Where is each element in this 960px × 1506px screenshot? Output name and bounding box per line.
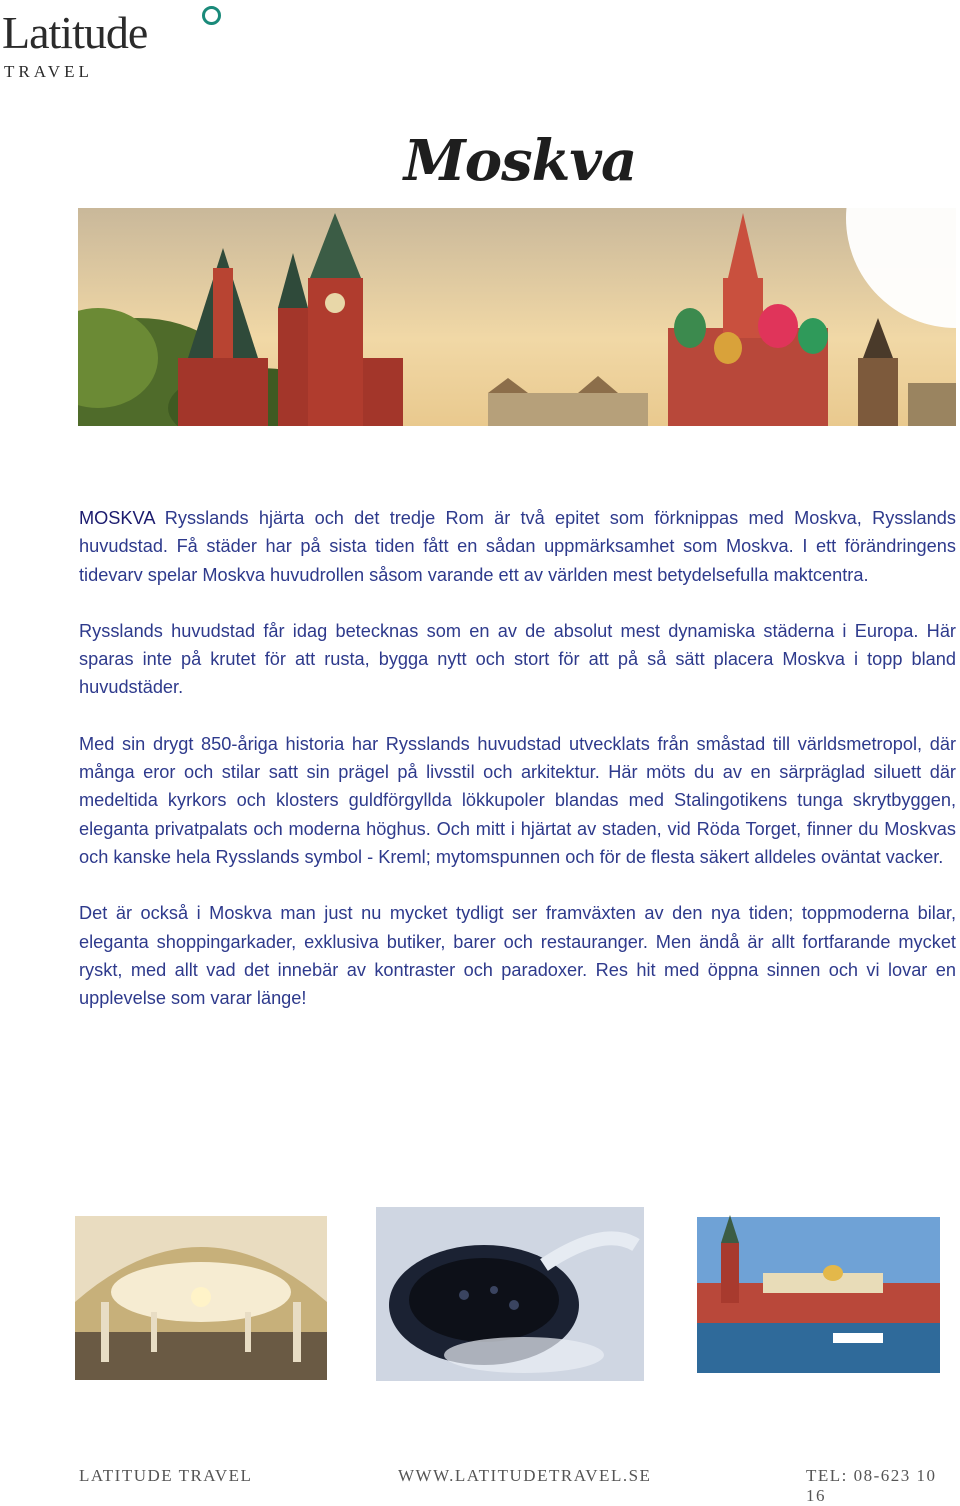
paragraph-history: Med sin drygt 850-åriga historia har Rysslands huvudstad utvecklats från småstad till världsmetropol, där många eror och stilar satt sin prägel på livsstil och arkitektur. Här möts du av en särpräglad siluett där medeltida kyrkors och klosters guldförgyllda lökkupoler blandas med Stalingotikens tunga skrytbyggen, eleganta privatpalats och moderna höghus. Och mitt i hjärtat av staden, vid Röda Torget, finner du Moskvas och kanske hela Rysslands symbol - Kreml; mytomspunnen och för de flesta säkert alldeles oväntat vacker.: [79, 733, 956, 867]
photo-caviar-spoon: [374, 1205, 646, 1383]
footer-phone: TEL: 08-623 10 16: [806, 1466, 937, 1505]
paragraph-dynamic-city: Rysslands huvudstad får idag betecknas som en av de absolut mest dynamiska städerna i Europa. Här sparas inte på krutet för att rusta, bygga nytt och stort för att på så sätt placera Moskva i topp bland huvudstäder.: [79, 620, 956, 698]
paragraph-new-era: Det är också i Moskva man just nu mycket tydligt ser framväxten av den nya tiden; toppmoderna bilar, eleganta shoppingarkader, exklusiva butiker, barer och restauranger. Men ändå är allt fortfarande mycket ryskt, med allt vad det innebär av kontraster och paradoxer. Res hit med öppna sinnen och vi lovar en upplevelse som varar länge!: [79, 903, 956, 1009]
logo-wordmark: Latitude: [2, 7, 148, 58]
article-body: [79, 504, 956, 1040]
logo-ring-icon: [202, 6, 221, 25]
photo-kremlin-river: [683, 1203, 954, 1385]
intro-text: Rysslands hjärta och det tredje Rom är två epitet som förknippas med Moskva, Rysslands huvudstad. Få städer har på sista tiden fått en sådan uppmärksamhet som Moskva. I ett förändringens tidevarv spelar Moskva huvudrollen såsom varande ett av världen mest betydelsefulla maktcentra.: [79, 508, 956, 585]
footer-website[interactable]: WWW.LATITUDETRAVEL.SE: [398, 1466, 652, 1485]
hero-image-kremlin-st-basils: [78, 208, 956, 426]
intro-lead-word: MOSKVA: [79, 508, 155, 528]
logo-subtitle: TRAVEL: [4, 62, 93, 81]
latitude-travel-logo: [2, 4, 232, 80]
paragraph-intro: [79, 504, 956, 589]
page-title: Moskva: [403, 128, 637, 194]
footer-company-name: LATITUDE TRAVEL: [79, 1466, 253, 1485]
photo-metro-station: [61, 1202, 341, 1394]
